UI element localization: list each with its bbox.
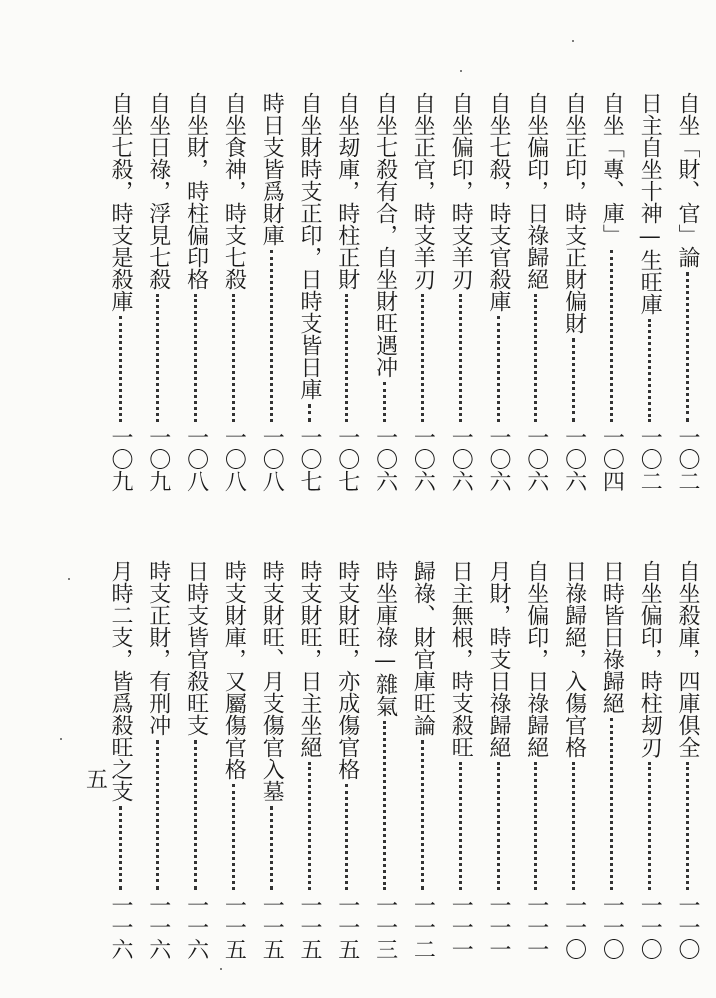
toc-entry — [143, 560, 173, 960]
dot-leader — [572, 338, 575, 422]
toc-entry — [407, 92, 437, 492]
toc-entry-page: 一一〇 — [675, 894, 700, 960]
dot-leader — [534, 294, 537, 422]
toc-entry-page: 一一五 — [259, 894, 285, 960]
toc-entry-page: 一一五 — [221, 894, 247, 960]
toc-entry-title: 日時皆日祿歸絕 — [599, 560, 625, 714]
toc-entry — [294, 92, 324, 492]
toc-entry — [332, 560, 362, 960]
ink-speck — [60, 738, 62, 740]
dot-leader — [308, 762, 311, 890]
toc-entry — [294, 560, 324, 960]
dot-leader — [119, 316, 122, 422]
toc-entry — [370, 560, 400, 960]
toc-entry-page: 一〇六 — [372, 426, 398, 492]
dot-leader — [270, 250, 273, 422]
dot-leader — [648, 762, 651, 890]
toc-entry-page: 一一五 — [297, 894, 322, 960]
toc-entry-page: 一一六 — [108, 894, 133, 960]
toc-entry-title: 自坐「專、庫」 — [599, 92, 625, 246]
toc-entry-title: 日主自坐十神—生旺庫 — [637, 92, 663, 315]
toc-entry-title: 自坐偏印，時柱刼刃 — [637, 560, 663, 758]
toc-top-section — [0, 92, 716, 492]
dot-leader — [497, 316, 500, 422]
toc-entry-page: 一〇六 — [410, 426, 436, 492]
toc-entry-title: 自坐日祿，浮見七殺 — [145, 92, 171, 290]
dot-leader — [232, 784, 235, 890]
toc-entry — [332, 92, 362, 492]
toc-entry-title: 月財，時支日祿歸絕 — [486, 560, 511, 758]
dot-leader — [232, 294, 235, 422]
toc-entry — [521, 560, 551, 960]
toc-entry — [634, 560, 664, 960]
toc-entry-page: 一一〇 — [561, 894, 587, 960]
toc-entry — [672, 92, 702, 492]
dot-leader — [459, 294, 462, 422]
toc-entry-page: 一〇七 — [334, 426, 360, 492]
ink-speck — [220, 968, 222, 970]
toc-entry-title: 時支財旺，亦成傷官格 — [334, 560, 360, 780]
toc-entry — [559, 92, 589, 492]
toc-entry-title: 自坐刼庫，時柱正財 — [334, 92, 360, 290]
toc-entry — [105, 92, 135, 492]
toc-entry-title: 時日支皆爲財庫 — [259, 92, 285, 246]
toc-entry — [218, 560, 248, 960]
toc-entry-title: 自坐財時支正印，日時支皆日庫 — [297, 92, 322, 400]
toc-entry-title: 自坐七殺，時支是殺庫 — [108, 92, 133, 312]
toc-entry-title: 自坐殺庫，四庫俱全 — [675, 560, 700, 758]
toc-entry-page: 一〇四 — [599, 426, 625, 492]
dot-leader — [194, 294, 197, 422]
dot-leader — [345, 784, 348, 890]
toc-entry-title: 日主無根，時支殺旺 — [448, 560, 474, 758]
toc-entry-title: 自坐七殺有合，自坐財旺遇冲 — [372, 92, 398, 378]
toc-entry-page: 一一一 — [486, 894, 511, 960]
dot-leader — [345, 294, 348, 422]
toc-entry-title: 月時二支，皆爲殺旺之支 — [108, 560, 133, 802]
toc-entry-title: 時支財旺、月支傷官入墓 — [259, 560, 285, 802]
dot-leader — [308, 404, 311, 422]
toc-entry-title: 時支正財，有刑冲 — [145, 560, 171, 736]
toc-entry-title: 日祿歸絕，入傷官格 — [561, 560, 587, 758]
ink-speck — [460, 70, 462, 72]
toc-entry — [181, 560, 211, 960]
toc-entry-page: 一〇六 — [561, 426, 587, 492]
toc-entry-page: 一一六 — [183, 894, 209, 960]
toc-entry-title: 自坐偏印，日祿歸絕 — [523, 92, 549, 290]
toc-entry — [521, 92, 551, 492]
toc-entry — [596, 560, 626, 960]
toc-entry-page: 一〇六 — [486, 426, 511, 492]
dot-leader — [534, 762, 537, 890]
toc-entry-title: 時支財庫，又屬傷官格 — [221, 560, 247, 780]
toc-entry — [559, 560, 589, 960]
dot-leader — [383, 721, 386, 890]
toc-entry — [407, 560, 437, 960]
toc-entry — [483, 92, 513, 492]
dot-leader — [497, 762, 500, 890]
toc-entry — [181, 92, 211, 492]
toc-entry — [256, 92, 286, 492]
toc-entry — [370, 92, 400, 492]
toc-entry-page: 一〇七 — [297, 426, 322, 492]
ink-speck — [572, 40, 574, 42]
toc-entry-page: 一一五 — [334, 894, 360, 960]
toc-entry — [256, 560, 286, 960]
dot-leader — [421, 294, 424, 422]
toc-entry — [445, 92, 475, 492]
toc-entry-page: 一一〇 — [599, 894, 625, 960]
dot-leader — [119, 806, 122, 890]
toc-entry-page: 一〇六 — [523, 426, 549, 492]
dot-leader — [156, 294, 159, 422]
toc-entry-page: 一〇九 — [108, 426, 133, 492]
toc-entry-title: 日時支皆官殺旺支 — [183, 560, 209, 736]
toc-entry-title: 自坐偏印，日祿歸絕 — [523, 560, 549, 758]
toc-entry-title: 時坐庫祿—雜氣 — [372, 560, 398, 717]
dot-leader — [648, 319, 651, 422]
toc-entry-title: 自坐正官，時支羊刃 — [410, 92, 436, 290]
toc-entry-page: 一〇九 — [145, 426, 171, 492]
toc-entry — [218, 92, 248, 492]
toc-entry — [596, 92, 626, 492]
dot-leader — [610, 718, 613, 890]
toc-entry-title: 自坐食神，時支七殺 — [221, 92, 247, 290]
toc-entry-title: 自坐七殺，時支官殺庫 — [486, 92, 511, 312]
toc-entry-page: 一〇二 — [675, 426, 700, 492]
dot-leader — [459, 762, 462, 890]
toc-entry — [483, 560, 513, 960]
page-number: 五 — [86, 768, 109, 793]
toc-entry-title: 自坐財，時柱偏印格 — [183, 92, 209, 290]
toc-entry-page: 一一一 — [448, 894, 474, 960]
toc-entry — [445, 560, 475, 960]
dot-leader — [156, 740, 159, 890]
toc-entry — [672, 560, 702, 960]
toc-entry-page: 一一〇 — [637, 894, 663, 960]
dot-leader — [610, 250, 613, 422]
toc-entry — [634, 92, 664, 492]
toc-entry-page: 一〇八 — [183, 426, 209, 492]
dot-leader — [270, 806, 273, 890]
toc-entry-page: 一一六 — [145, 894, 171, 960]
toc-entry-page: 一〇六 — [448, 426, 474, 492]
toc-entry-title: 歸祿、財官庫旺論 — [410, 560, 436, 736]
toc-entry-page: 一一二 — [410, 894, 436, 960]
ink-speck — [68, 578, 70, 580]
dot-leader — [383, 382, 386, 422]
toc-entry-title: 自坐「財、官」論 — [675, 92, 700, 268]
dot-leader — [572, 762, 575, 890]
toc-entry-page: 一〇八 — [259, 426, 285, 492]
toc-entry — [105, 560, 135, 960]
toc-entry — [143, 92, 173, 492]
toc-entry-title: 自坐偏印，時支羊刃 — [448, 92, 474, 290]
toc-entry-page: 一〇八 — [221, 426, 247, 492]
toc-entry-page: 一一一 — [523, 894, 549, 960]
toc-entry-title: 自坐正印，時支正財偏財 — [561, 92, 587, 334]
dot-leader — [686, 762, 689, 890]
toc-bottom-section — [0, 560, 716, 960]
toc-entry-title: 時支財旺，日主坐絕 — [297, 560, 322, 758]
dot-leader — [686, 272, 689, 422]
toc-entry-page: 一一三 — [372, 894, 398, 960]
dot-leader — [194, 740, 197, 890]
toc-entry-page: 一〇二 — [637, 426, 663, 492]
dot-leader — [421, 740, 424, 890]
